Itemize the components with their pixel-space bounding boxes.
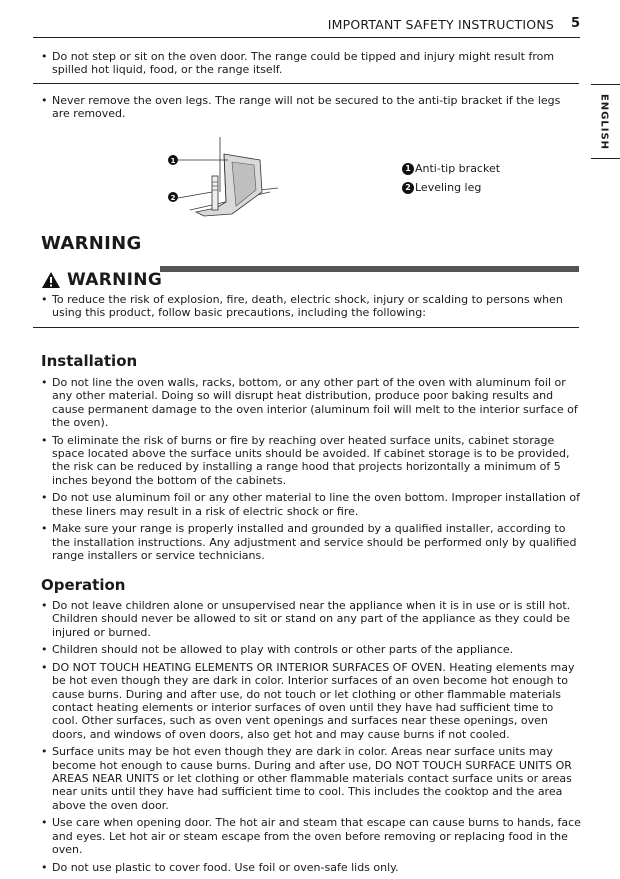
operation-heading: Operation bbox=[41, 576, 126, 594]
legend-leveling-leg bbox=[402, 181, 481, 194]
warning-heading: WARNING bbox=[41, 233, 142, 254]
legend-number-2: 2 bbox=[402, 182, 414, 194]
side-tab-top-rule bbox=[591, 84, 620, 85]
list-item: • Children should not be allowed to play with controls or other parts of the appliance. bbox=[41, 643, 581, 656]
anti-tip-bracket-illustration bbox=[160, 132, 280, 222]
header-title: IMPORTANT SAFETY INSTRUCTIONS bbox=[327, 17, 554, 32]
top-list-1 bbox=[41, 50, 581, 81]
legend-label: Anti-tip bracket bbox=[415, 162, 501, 175]
list-item: • Do not use aluminum foil or any other material to line the oven bottom. Improper installation of these liners may result in a risk of electric shock or fire. bbox=[41, 491, 581, 518]
list-item: • Do not leave children alone or unsupervised near the appliance when it is in use or is still hot. Children should never be allowed to sit or stand on any part of the appliance as they could be injured or burned. bbox=[41, 599, 581, 639]
list-item: • Use care when opening door. The hot air and steam that escape can cause burns to hands, face and eyes. Let hot air or steam escape from the oven before removing or replacing food in the oven. bbox=[41, 816, 581, 856]
list-item: • To reduce the risk of explosion, fire, death, electric shock, injury or scalding to persons when using this product, follow basic precautions, including the following: bbox=[41, 293, 581, 320]
page-number: 5 bbox=[571, 16, 581, 31]
warning-list bbox=[41, 293, 581, 324]
side-tab-bottom-rule bbox=[591, 158, 620, 159]
svg-text:2: 2 bbox=[170, 194, 176, 202]
list-item: • DO NOT TOUCH HEATING ELEMENTS OR INTERIOR SURFACES OF OVEN. Heating elements may be hot even though they are dark in color. Interior surfaces of an oven become hot enough to cause burns. During and after use, do not touch or let clothing or other flammable materials contact heating elements or interior surfaces of oven until they have had sufficient time to cool. Other surfaces, such as oven vent openings and surfaces near these openings, oven doors, and windows of oven doors, also get hot and may cause burns if not cooled. bbox=[41, 661, 581, 741]
legend-number-1: 1 bbox=[402, 163, 414, 175]
header-rule bbox=[33, 37, 580, 38]
warning-label bbox=[41, 270, 162, 290]
legend-label: Leveling leg bbox=[415, 181, 482, 194]
list-item: • Do not use plastic to cover food. Use foil or oven-safe lids only. bbox=[41, 861, 581, 874]
installation-list bbox=[41, 376, 581, 567]
warning-triangle-icon bbox=[41, 271, 61, 289]
warning-label-text: WARNING bbox=[67, 270, 163, 290]
list-item: • To eliminate the risk of burns or fire by reaching over heated surface units, cabinet storage space located above the surface units should be avoided. If cabinet storage is to be provided, the risk can be reduced by installing a range hood that projects horizontally a minimum of 5 inches beyond the bottom of the cabinets. bbox=[41, 434, 581, 487]
svg-text:1: 1 bbox=[170, 157, 176, 165]
warning-box-rule bbox=[33, 327, 579, 328]
list-item: • Do not line the oven walls, racks, bottom, or any other part of the oven with aluminum foil or any other material. Doing so will disrupt heat distribution, produce poor baking results and cause permanent damage to the oven interior (aluminum foil will melt to the interior surface of the oven). bbox=[41, 376, 581, 429]
list-item: • Do not step or sit on the oven door. The range could be tipped and injury might result from spilled hot liquid, food, or the range itself. bbox=[41, 50, 581, 77]
top-list-2 bbox=[41, 94, 581, 125]
list-item: • Make sure your range is properly installed and grounded by a qualified installer, according to the installation instructions. Any adjustment and service should be performed only by qualified range installers or service technicians. bbox=[41, 522, 581, 562]
installation-heading: Installation bbox=[41, 352, 138, 370]
warning-bar bbox=[160, 266, 579, 272]
list-item: • Never remove the oven legs. The range will not be secured to the anti-tip bracket if the legs are removed. bbox=[41, 94, 581, 121]
operation-list bbox=[41, 599, 581, 879]
list-item: • Surface units may be hot even though they are dark in color. Areas near surface units may become hot enough to cause burns. During and after use, DO NOT TOUCH SURFACE UNITS OR AREAS NEAR UNITS or let clothing or other flammable materials contact surface units or areas near units until they have had sufficient time to cool. This includes the cooktop and the area above the oven door. bbox=[41, 745, 581, 811]
legend-anti-tip-bracket bbox=[402, 162, 500, 175]
language-tab: ENGLISH bbox=[598, 93, 610, 151]
section-rule bbox=[33, 83, 579, 84]
